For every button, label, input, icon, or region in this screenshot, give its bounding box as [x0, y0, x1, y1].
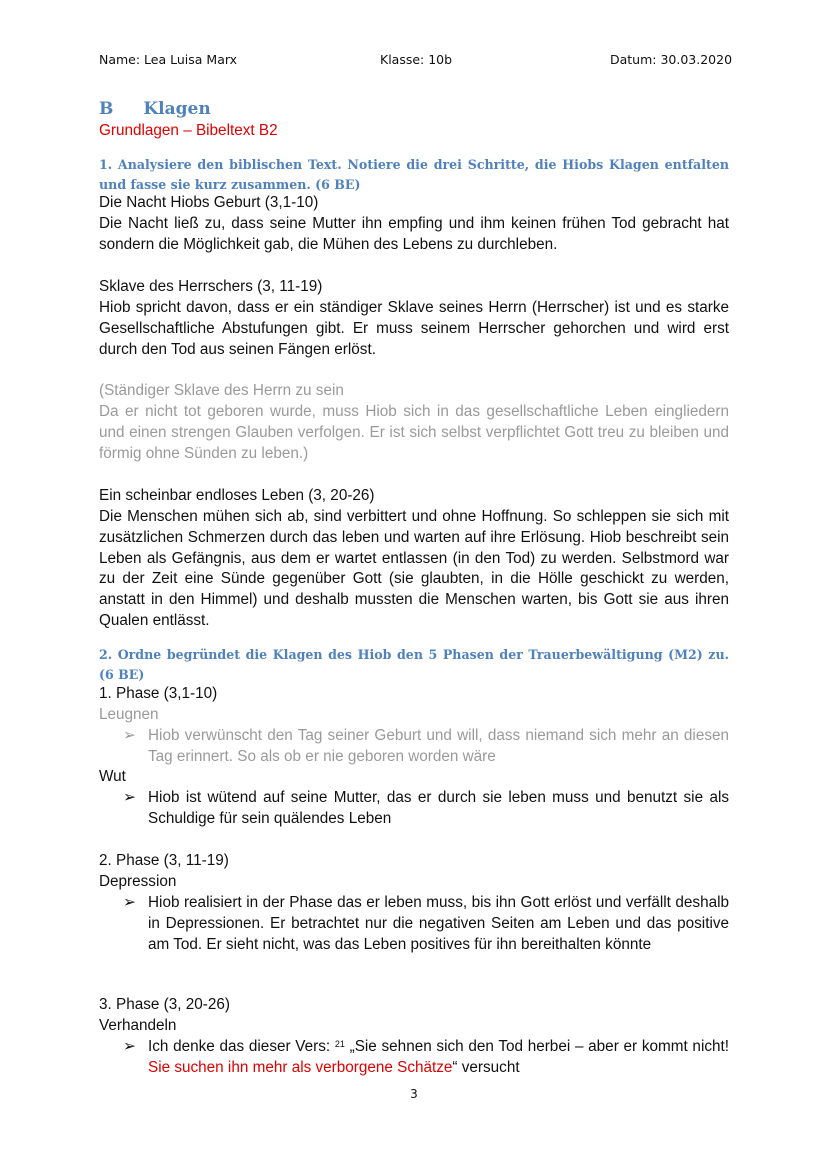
- task1-gray-text: Da er nicht tot geboren wurde, muss Hiob sich in das gesellschaftliche Leben eingliedern und einen strengen Glauben verfolgen. Er ist sich selbst verpflichtet Gott treu zu bleiben und förmig ohne Sünden zu leben.): [99, 403, 729, 462]
- task1-step3-text: Die Menschen mühen sich ab, sind verbittert und ohne Hoffnung. So schleppen sie sich mit zusätzlichen Schmerzen durch das leben und warten auf ihre Erlösung. Hiob beschreibt sein Leben als Gefängnis, aus dem er wartet entlassen (in den Tod) zu werden. Selbstmord war zu der Zeit eine Sünde gegenüber Gott (sie glaubten, in die Hölle geschickt zu werden, anstatt in den Himmel) und deshalb mussten die Menschen warten, bis Gott sie aus ihren Qualen entlässt.: [99, 508, 729, 629]
- bullet-arrow-icon: ➢: [123, 727, 136, 744]
- bullet-arrow-icon: ➢: [123, 789, 136, 806]
- section-heading: [99, 99, 729, 119]
- verhandeln-post: “ versucht: [452, 1058, 520, 1076]
- task1-step1-title: Die Nacht Hiobs Geburt (3,1-10): [99, 194, 319, 211]
- depression-bullet-text: Hiob realisiert in der Phase das er leben muss, bis ihn Gott erlöst und verfällt deshalb in Depressionen. Er betrachtet nur die negativen Seiten am Leben und das positive am Tod. Er sieht nicht, was das Leben positives für ihn bereithalten könnte: [148, 894, 729, 953]
- bullet-arrow-icon: ➢: [123, 1038, 136, 1055]
- phase1-title: 1. Phase (3,1-10): [99, 685, 218, 702]
- verhandeln-bullet: [123, 1037, 729, 1079]
- wut-label: Wut: [99, 768, 126, 785]
- section-title: Klagen: [143, 99, 211, 119]
- depression-bullet: [123, 893, 729, 955]
- verse-number: 21: [334, 1039, 345, 1049]
- wut-bullet-text: Hiob ist wütend auf seine Mutter, das er durch sie leben muss und benutzt sie als Schuldige für sein quälendes Leben: [148, 789, 729, 827]
- section-letter: B: [99, 99, 114, 119]
- task1-step1-text: Die Nacht ließ zu, dass seine Mutter ihn empfing und ihm keinen frühen Tod gebracht hat sondern die Möglichkeit gab, die Mühen des Lebens zu durchleben.: [99, 215, 729, 253]
- section-subtitle: Grundlagen – Bibeltext B2: [99, 122, 278, 139]
- page-number: 3: [410, 1087, 418, 1101]
- wut-bullet: [123, 788, 729, 830]
- depression-label: Depression: [99, 873, 177, 890]
- leugnen-label: Leugnen: [99, 706, 159, 723]
- task1-gray-title: (Ständiger Sklave des Herrn zu sein: [99, 382, 344, 399]
- header-name: Name: Lea Luisa Marx: [99, 52, 238, 67]
- phase3-title: 3. Phase (3, 20-26): [99, 996, 230, 1013]
- task1-question: 1. Analysiere den biblischen Text. Notiere die drei Schritte, die Hiobs Klagen entfalten und fasse sie kurz zusammen. (6 BE): [99, 157, 729, 192]
- verhandeln-quote: „Sie sehnen sich den Tod herbei – aber er kommt nicht!: [344, 1038, 729, 1055]
- header-date: Datum: 30.03.2020: [610, 52, 733, 67]
- task2-question: 2. Ordne begründet die Klagen des Hiob den 5 Phasen der Trauerbewältigung (M2) zu. (6 BE): [99, 647, 729, 682]
- verhandeln-label: Verhandeln: [99, 1017, 177, 1034]
- task1-step2-title: Sklave des Herrschers (3, 11-19): [99, 278, 323, 295]
- leugnen-bullet-text: Hiob verwünscht den Tag seiner Geburt und will, dass niemand sich mehr an diesen Tag erinnert. So als ob er nie geboren worden wäre: [148, 727, 729, 765]
- header-class: Klasse: 10b: [380, 52, 453, 67]
- phase2-title: 2. Phase (3, 11-19): [99, 852, 229, 869]
- task1-step3-title: Ein scheinbar endloses Leben (3, 20-26): [99, 487, 375, 504]
- task1-step2-text: Hiob spricht davon, dass er ein ständiger Sklave seines Herrn (Herrscher) ist und es starke Gesellschaftliche Abstufungen gibt. Er muss seinem Herrscher gehorchen und wird erst durch den Tod aus seinen Fängen erlöst.: [99, 299, 729, 358]
- bullet-arrow-icon: ➢: [123, 894, 136, 911]
- verhandeln-pre: Ich denke das dieser Vers:: [148, 1038, 335, 1055]
- verhandeln-red-quote: Sie suchen ihn mehr als verborgene Schätze: [148, 1058, 453, 1076]
- leugnen-bullet: [123, 726, 729, 768]
- verhandeln-bullet-text: [148, 1037, 729, 1079]
